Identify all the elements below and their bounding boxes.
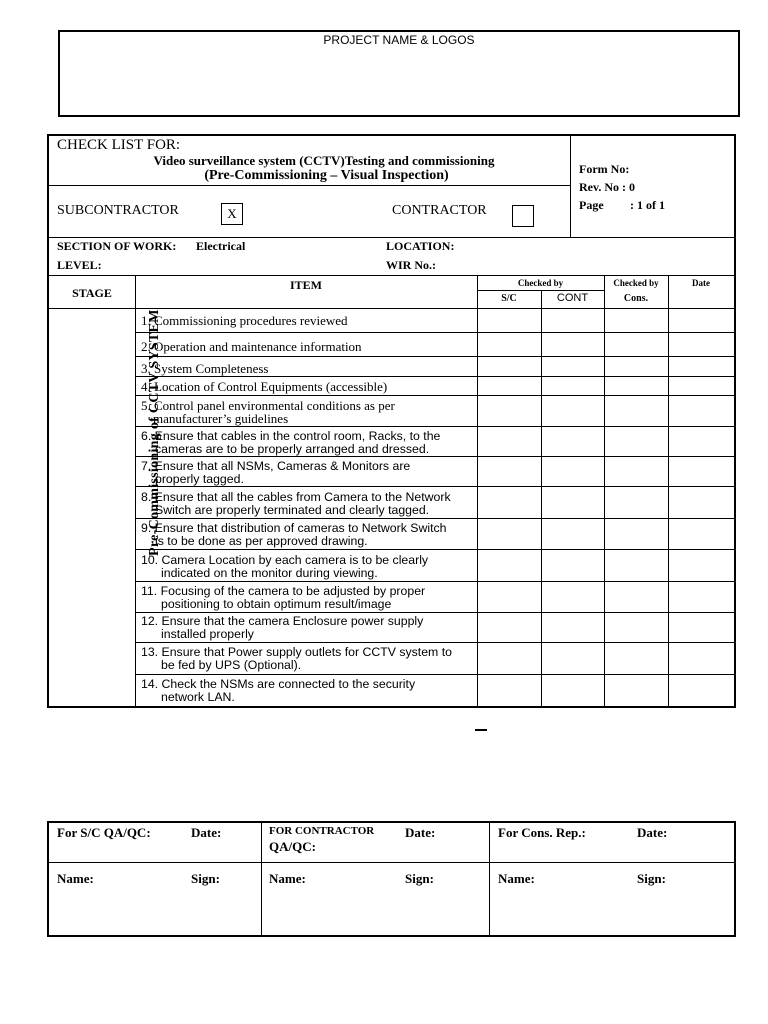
project-header-box <box>58 30 740 117</box>
signoff-divider <box>261 823 262 935</box>
checklist-item: 10. Camera Location by each camera is to be clearly indicated on the monitor during viewing. <box>141 553 429 580</box>
contractor-qaqc-label: FOR CONTRACTOR <box>269 825 375 837</box>
contractor-sign-label: Sign: <box>405 871 434 886</box>
checklist-title: Video surveillance system (CCTV)Testing and commissioning <box>153 153 495 168</box>
title-divider <box>49 185 570 186</box>
wir-no-label: WIR No.: <box>386 258 436 272</box>
cons-name-label: Name: <box>498 871 535 886</box>
stage-column-header: STAGE <box>72 286 112 300</box>
cons-rep-label: For Cons. Rep.: <box>498 825 586 840</box>
checklist-item: 7. Ensure that all NSMs, Cameras & Monitors are properly tagged. <box>141 459 411 486</box>
signoff-row-divider <box>49 862 734 863</box>
checklist-item: 13. Ensure that Power supply outlets for CCTV system to be fed by UPS (Optional). <box>141 645 452 672</box>
checklist-item: 5. Control panel environmental conditions as per manufacturer’s guidelines <box>141 398 395 426</box>
contractor-checkbox[interactable] <box>512 205 534 227</box>
row-divider <box>135 674 734 675</box>
form-no: Form No: <box>579 162 630 176</box>
item-column-header: ITEM <box>289 278 322 292</box>
checklist-item: 1. Commissioning procedures reviewed <box>141 313 348 328</box>
parties-divider <box>49 237 734 238</box>
checklist-item: 9. Ensure that distribution of cameras to Network Switch is to be done as per approved drawing. <box>141 521 447 548</box>
cons-sign-label: Sign: <box>637 871 666 886</box>
row-divider <box>135 642 734 643</box>
checklist-table <box>47 134 736 708</box>
sc-cont-divider <box>541 290 542 706</box>
level-label: LEVEL: <box>57 258 102 272</box>
page-value: : 1 of 1 <box>630 198 665 212</box>
section-of-work-value: Electrical <box>196 239 246 253</box>
row-divider <box>135 486 734 487</box>
checklist-item: 11. Focusing of the camera to be adjusted by proper positioning to obtain optimum result/image <box>141 584 426 611</box>
date-column-header: Date <box>692 278 710 288</box>
checklist-item: 6. Ensure that cables in the control room, Racks, to the cameras are to be properly arranged and dressed. <box>141 429 441 456</box>
section-of-work-label: SECTION OF WORK: <box>57 239 177 253</box>
row-divider <box>135 395 734 396</box>
checklist-item: 8. Ensure that all the cables from Camera to the Network Switch are properly terminated and clearly tagged. <box>141 490 451 517</box>
row-divider <box>135 549 734 550</box>
cons-date-label: Date: <box>637 825 668 840</box>
checklist-item: 2. Operation and maintenance information <box>141 339 362 354</box>
project-title: PROJECT NAME & LOGOS <box>323 33 475 47</box>
checklist-label: CHECK LIST FOR: <box>57 137 181 153</box>
row-divider <box>135 356 734 357</box>
row-divider <box>135 581 734 582</box>
sc-date-label: Date: <box>191 825 222 840</box>
signoff-table <box>47 821 736 937</box>
row-divider <box>135 612 734 613</box>
dash-mark <box>475 729 487 731</box>
checklist-item: 3. System Completeness <box>141 361 269 376</box>
subcontractor-checkbox[interactable]: X <box>221 203 243 225</box>
contractor-name-label: Name: <box>269 871 306 886</box>
checked-by-cons-header: Checked by <box>613 278 659 288</box>
subcontractor-label: SUBCONTRACTOR <box>57 203 179 218</box>
row-divider <box>135 376 734 377</box>
cont-column-header: CONT <box>556 292 589 304</box>
checklist-item: 12. Ensure that the camera Enclosure power supply installed properly <box>141 614 424 641</box>
page-label: Page <box>579 198 604 212</box>
checklist-item: 4. Location of Control Equipments (accessible) <box>141 379 388 394</box>
sc-name-label: Name: <box>57 871 94 886</box>
checked-by-header: Checked by <box>517 278 564 288</box>
header-divider <box>570 136 571 237</box>
contractor-qaqc-label-2: QA/QC: <box>269 839 316 854</box>
row-divider <box>135 426 734 427</box>
sc-sign-label: Sign: <box>191 871 220 886</box>
contractor-date-label: Date: <box>405 825 436 840</box>
checklist-subtitle: (Pre-Commissioning – Visual Inspection) <box>204 168 449 183</box>
sc-column-header: S/C <box>501 293 517 304</box>
row-divider <box>135 332 734 333</box>
row-divider <box>135 518 734 519</box>
signoff-divider <box>489 823 490 935</box>
cons-column-header: Cons. <box>623 293 649 304</box>
sc-qaqc-label: For S/C QA/QC: <box>57 825 151 840</box>
checklist-item: 14. Check the NSMs are connected to the security network LAN. <box>141 677 416 704</box>
stage-vertical-label: Pre-Commissioning of CCTV SYSTEM <box>147 309 162 556</box>
contractor-label: CONTRACTOR <box>392 203 487 218</box>
location-label: LOCATION: <box>386 239 455 253</box>
row-divider <box>135 456 734 457</box>
work-divider <box>49 275 734 276</box>
rev-no: Rev. No : 0 <box>579 180 635 194</box>
